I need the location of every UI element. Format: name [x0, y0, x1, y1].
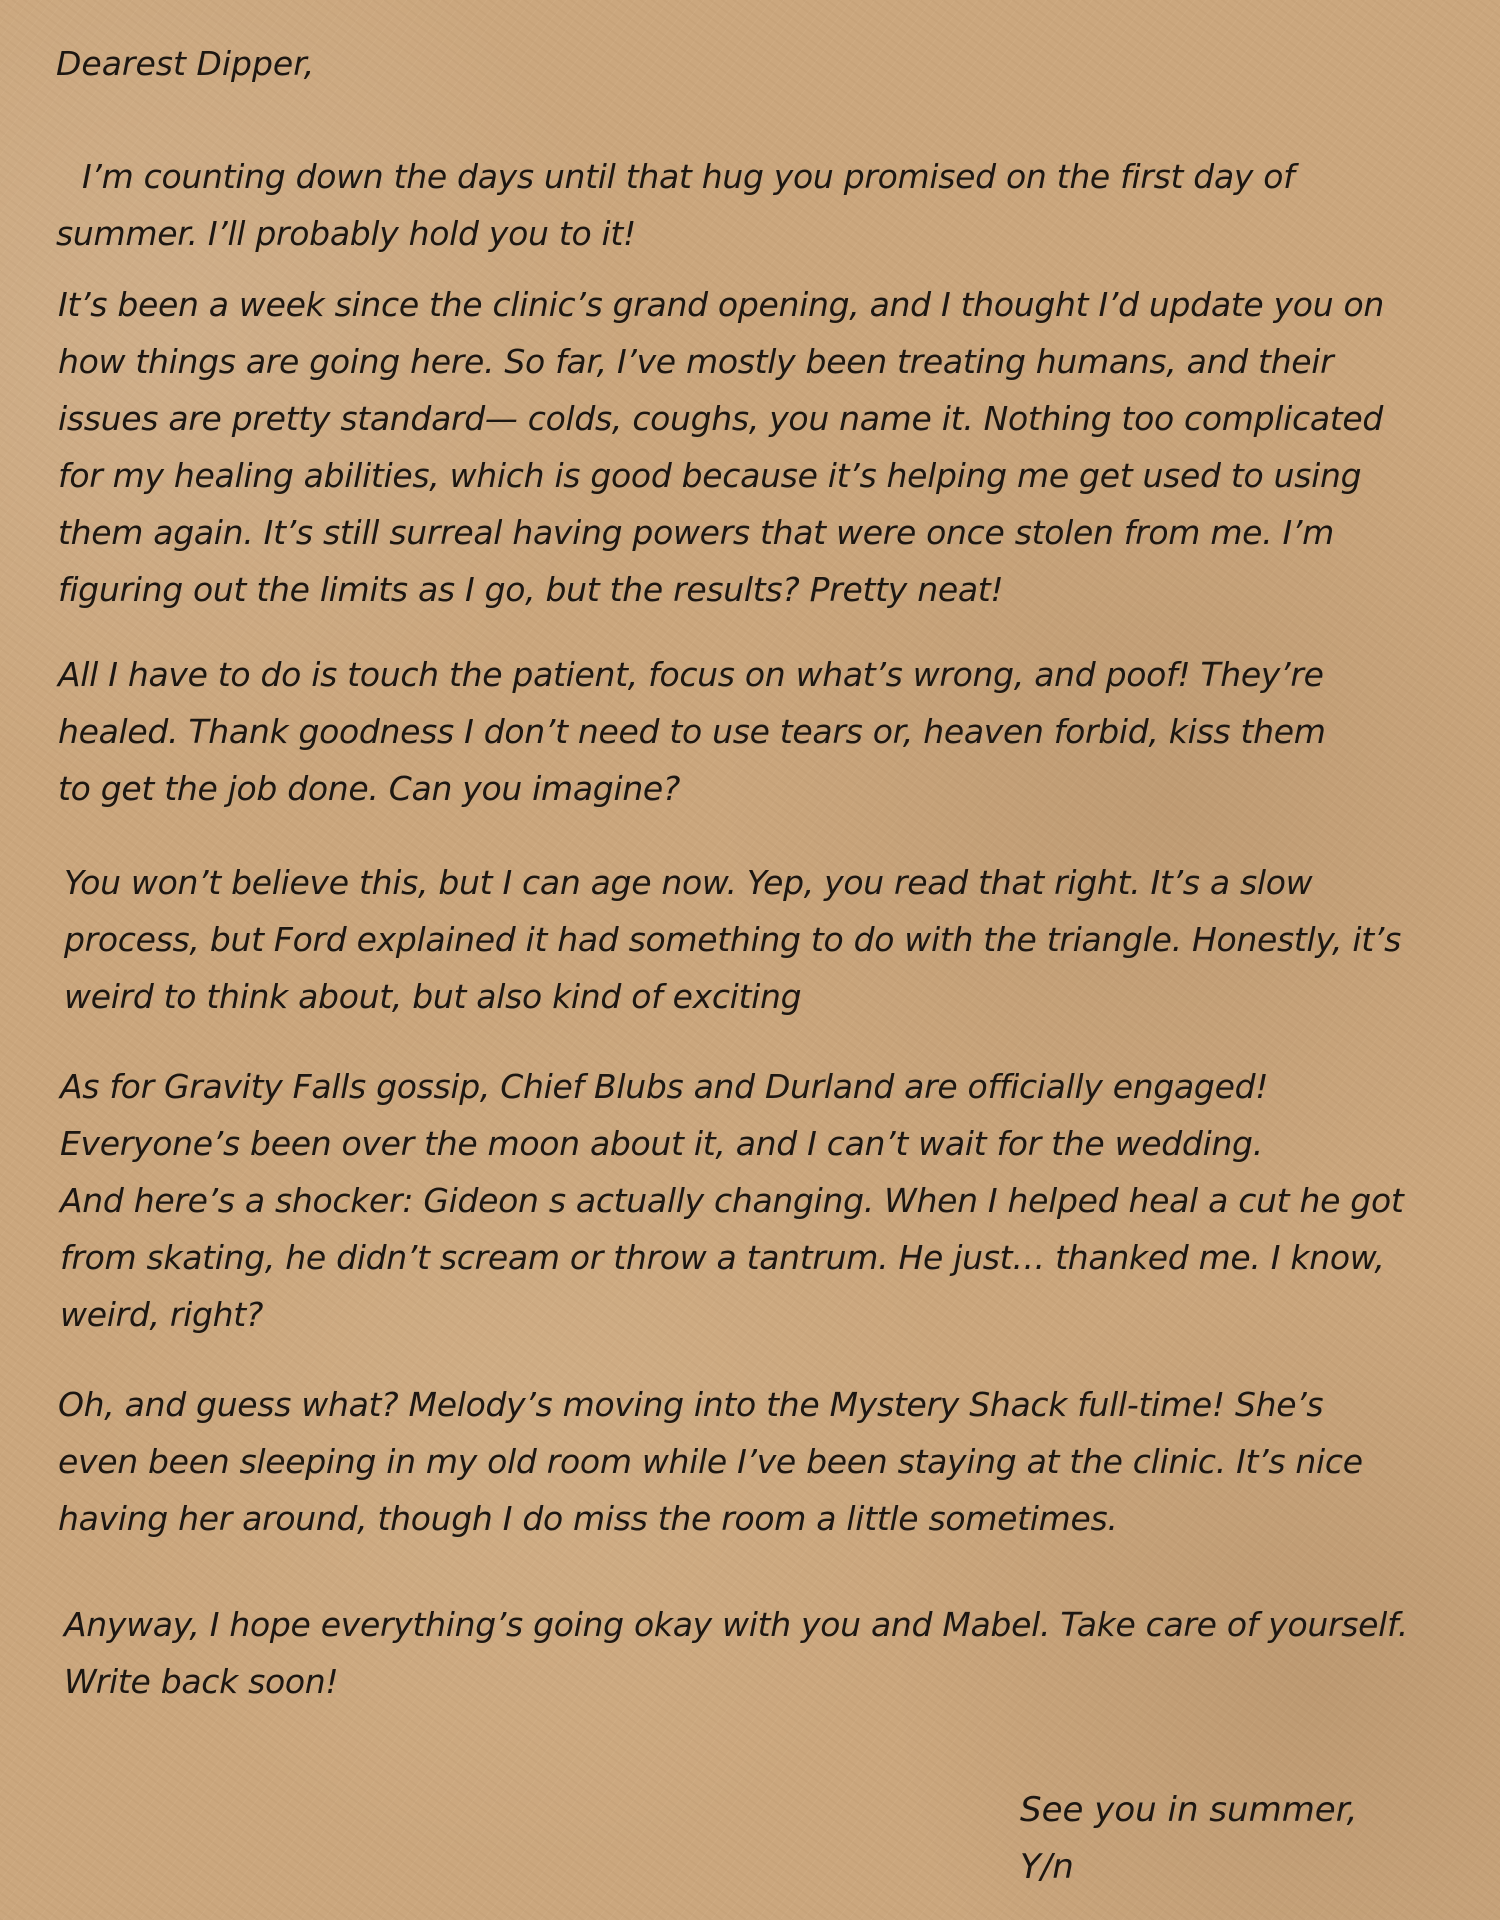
paragraph-line: Anyway, I hope everything’s going okay with you and Mabel. Take care of yourself.: [64, 1605, 1408, 1644]
letter-paragraph-2: [58, 276, 1384, 618]
paragraph-line: them again. It’s still surreal having powers that were once stolen from me. I’m: [58, 513, 1335, 552]
letter-greeting: Dearest Dipper,: [56, 44, 315, 83]
paragraph-line: weird to think about, but also kind of exciting: [64, 977, 802, 1016]
paragraph-line: summer. I’ll probably hold you to it!: [56, 214, 636, 253]
letter-paragraph-1: [56, 148, 1295, 262]
paragraph-line: process, but Ford explained it had something to do with the triangle. Honestly, it’s: [64, 920, 1402, 959]
letter-signature: Y/n: [1020, 1847, 1074, 1887]
paragraph-line: for my healing abilities, which is good because it’s helping me get used to using: [58, 456, 1362, 495]
paragraph-line: I’m counting down the days until that hug you promised on the first day of: [82, 157, 1295, 196]
letter-paragraph-4: [64, 854, 1401, 1025]
paragraph-line: figuring out the limits as I go, but the results? Pretty neat!: [58, 570, 1004, 609]
letter-paragraph-3: [58, 646, 1326, 817]
paragraph-line: As for Gravity Falls gossip, Chief Blubs and Durland are officially engaged!: [60, 1067, 1269, 1106]
paragraph-line: Write back soon!: [64, 1662, 339, 1701]
letter-paragraph-6: [58, 1376, 1363, 1547]
letter-paragraph-7: [64, 1596, 1408, 1710]
paragraph-line: All I have to do is touch the patient, focus on what’s wrong, and poof! They’re: [58, 655, 1324, 694]
paragraph-line: healed. Thank goodness I don’t need to use tears or, heaven forbid, kiss them: [58, 712, 1326, 751]
paragraph-line: Everyone’s been over the moon about it, and I can’t wait for the wedding.: [60, 1124, 1263, 1163]
paragraph-line: And here’s a shocker: Gideon s actually changing. When I helped heal a cut he got: [60, 1181, 1404, 1220]
paragraph-line: from skating, he didn’t scream or throw a tantrum. He just… thanked me. I know,: [60, 1238, 1385, 1277]
letter-signoff: [1020, 1782, 1357, 1896]
paragraph-line: Oh, and guess what? Melody’s moving into the Mystery Shack full-time! She’s: [58, 1385, 1324, 1424]
letter-paragraph-5: [60, 1058, 1403, 1343]
paragraph-line: having her around, though I do miss the room a little sometimes.: [58, 1499, 1118, 1538]
paragraph-line: issues are pretty standard— colds, coughs, you name it. Nothing too complicated: [58, 399, 1384, 438]
letter-closing: See you in summer,: [1020, 1790, 1358, 1830]
paragraph-line: You won’t believe this, but I can age now. Yep, you read that right. It’s a slow: [64, 863, 1313, 902]
paragraph-line: how things are going here. So far, I’ve mostly been treating humans, and their: [58, 342, 1334, 381]
paragraph-line: It’s been a week since the clinic’s grand opening, and I thought I’d update you on: [58, 285, 1385, 324]
paragraph-line: to get the job done. Can you imagine?: [58, 769, 681, 808]
paragraph-line: weird, right?: [60, 1295, 264, 1334]
paragraph-line: even been sleeping in my old room while I’ve been staying at the clinic. It’s nice: [58, 1442, 1363, 1481]
